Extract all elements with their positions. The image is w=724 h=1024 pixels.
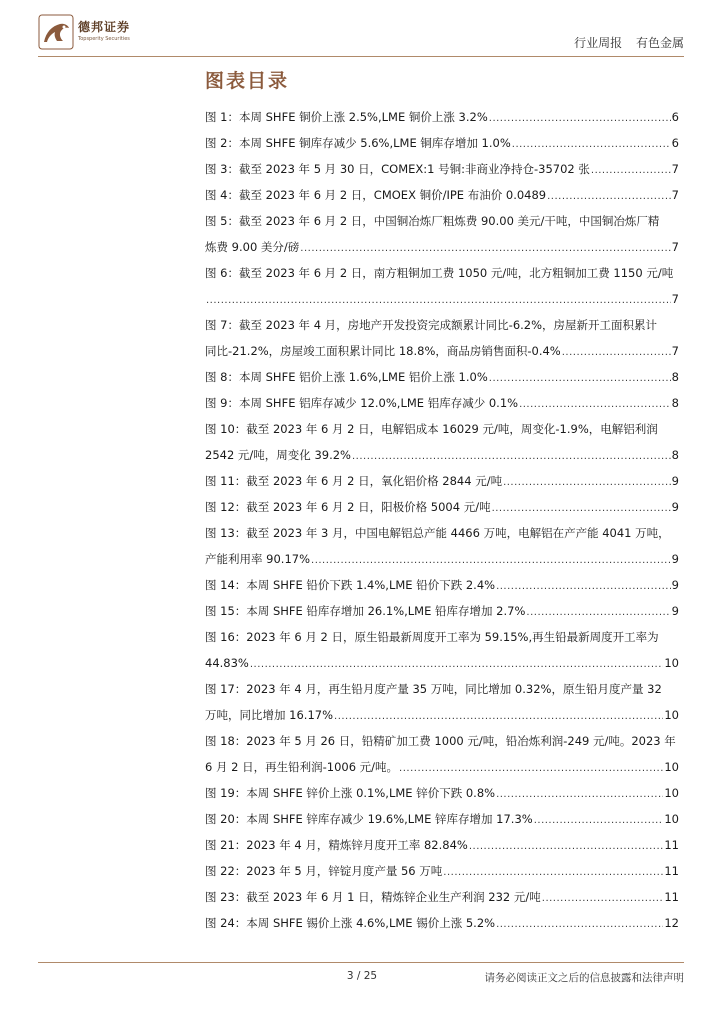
toc-entry-first-line[interactable]: 图 7：截至 2023 年 4 月，房地产开发投资完成额累计同比-6.2%，房屋新开工面积累计 (205, 318, 658, 332)
toc-entry-title: 6 月 2 日，再生铅利润-1006 元/吨。 (205, 760, 399, 774)
toc-entry-page: 6 (671, 110, 679, 124)
toc-entry-page: 11 (664, 864, 679, 878)
toc-entry[interactable] (205, 572, 679, 598)
toc-leader (526, 600, 670, 624)
toc-entry-first-line[interactable]: 图 17：2023 年 4 月，再生铅月度产量 35 万吨，同比增加 0.32%，原生铅月度产量 32 (205, 682, 662, 696)
toc-entry-title: 图 19：本周 SHFE 锌价上涨 0.1%,LME 锌价下跌 0.8% (205, 786, 496, 800)
toc-entry-page: 9 (671, 474, 679, 488)
toc-leader (492, 496, 671, 520)
toc-entry-first-line[interactable]: 图 16：2023 年 6 月 2 日，原生铅最新周度开工率为 59.15%,再生铅最新周度开工率为 (205, 630, 659, 644)
sector-name: 有色金属 (635, 36, 684, 50)
toc-entry-first-line[interactable]: 图 5：截至 2023 年 6 月 2 日，中国铜冶炼厂粗炼费 90.00 美元/干吨，中国铜冶炼厂精 (205, 214, 660, 228)
toc-leader (503, 470, 671, 494)
toc-entry[interactable] (205, 442, 679, 468)
toc-entry-page: 7 (671, 240, 679, 254)
toc-leader (512, 132, 671, 156)
toc-leader (399, 756, 663, 780)
header-divider (38, 56, 684, 57)
toc-entry-title: 图 15：本周 SHFE 铅库存增加 26.1%,LME 铅库存增加 2.7% (205, 604, 526, 618)
toc-entry-title: 图 14：本周 SHFE 铅价下跌 1.4%,LME 铅价下跌 2.4% (205, 578, 496, 592)
toc-entry[interactable] (205, 234, 679, 260)
toc-leader (489, 106, 671, 130)
toc-entry-title: 2542 元/吨，周变化 39.2% (205, 448, 351, 462)
toc-entry[interactable] (205, 286, 679, 312)
toc-entry-page: 10 (664, 708, 679, 722)
toc-entry-title: 图 20：本周 SHFE 锌库存减少 19.6%,LME 锌库存增加 17.3% (205, 812, 533, 826)
toc-entry-page: 8 (671, 370, 679, 384)
brand-name-en: Topsperity Securities (78, 36, 130, 42)
toc-entry[interactable] (205, 468, 679, 494)
toc-leader (352, 444, 671, 468)
footer-divider (38, 962, 684, 963)
toc-entry[interactable] (205, 338, 679, 364)
figure-toc (205, 104, 679, 936)
toc-leader (489, 366, 671, 390)
page-number: 3 / 25 (346, 970, 378, 982)
toc-leader (496, 782, 663, 806)
toc-entry-page: 11 (664, 838, 679, 852)
brand-logo-icon (38, 14, 74, 50)
report-category (564, 34, 684, 51)
toc-entry[interactable] (205, 598, 679, 624)
toc-leader (519, 392, 671, 416)
toc-entry-title: 图 12：截至 2023 年 6 月 2 日，阳极价格 5004 元/吨 (205, 500, 491, 514)
toc-entry-page: 7 (671, 162, 679, 176)
toc-entry-title: 万吨，同比增加 16.17% (205, 708, 334, 722)
toc-leader (542, 886, 664, 910)
toc-entry-page: 10 (664, 760, 679, 774)
legal-disclaimer: 请务必阅读正文之后的信息披露和法律声明 (484, 972, 684, 984)
toc-entry-page: 9 (671, 552, 679, 566)
toc-leader (300, 236, 670, 260)
toc-entry[interactable] (205, 156, 679, 182)
toc-entry[interactable] (205, 364, 679, 390)
toc-entry-page: 9 (671, 500, 679, 514)
toc-entry-title: 炼费 9.00 美分/磅 (205, 240, 300, 254)
toc-entry-page: 8 (671, 396, 679, 410)
toc-entry-first-line[interactable]: 图 18：2023 年 5 月 26 日，铅精矿加工费 1000 元/吨，铅冶炼利润-249 元/吨。2023 年 (205, 734, 676, 748)
toc-entry-page: 9 (671, 604, 679, 618)
toc-entry-page: 7 (671, 188, 679, 202)
toc-entry-title: 图 1：本周 SHFE 铜价上涨 2.5%,LME 铜价上涨 3.2% (205, 110, 488, 124)
toc-entry-title: 图 21：2023 年 4 月，精炼锌月度开工率 82.84% (205, 838, 468, 852)
toc-entry-title: 图 11：截至 2023 年 6 月 2 日，氧化铝价格 2844 元/吨 (205, 474, 503, 488)
toc-entry-page: 10 (664, 656, 679, 670)
toc-entry-title: 图 22：2023 年 5 月，锌锭月度产量 56 万吨 (205, 864, 443, 878)
brand-name-cn: 德邦证券 (78, 20, 131, 34)
toc-entry[interactable] (205, 806, 679, 832)
section-title: 图表目录 (205, 70, 290, 92)
toc-leader (496, 574, 671, 598)
toc-entry-title: 同比-21.2%，房屋竣工面积累计同比 18.8%，商品房销售面积-0.4% (205, 344, 561, 358)
toc-leader (547, 184, 671, 208)
toc-leader (591, 158, 671, 182)
toc-entry-page: 6 (671, 136, 679, 150)
toc-leader (562, 340, 671, 364)
toc-entry[interactable] (205, 884, 679, 910)
toc-entry[interactable] (205, 104, 679, 130)
toc-entry-page: 7 (671, 292, 679, 306)
toc-entry[interactable] (205, 858, 679, 884)
toc-entry[interactable] (205, 780, 679, 806)
toc-leader (206, 288, 671, 312)
toc-entry[interactable] (205, 182, 679, 208)
toc-entry[interactable] (205, 650, 679, 676)
toc-leader (469, 834, 664, 858)
toc-entry-title: 44.83% (205, 656, 249, 670)
toc-entry-first-line[interactable]: 图 13：截至 2023 年 3 月，中国电解铝总产能 4466 万吨，电解铝在产产能 4041 万吨， (205, 526, 670, 540)
page-header (0, 0, 724, 62)
toc-entry-page: 7 (671, 344, 679, 358)
toc-entry-page: 10 (664, 786, 679, 800)
toc-entry[interactable] (205, 546, 679, 572)
toc-entry-title: 图 3：截至 2023 年 5 月 30 日，COMEX:1 号铜:非商业净持仓-35702 张 (205, 162, 590, 176)
toc-leader (443, 860, 663, 884)
toc-leader (311, 548, 671, 572)
toc-entry[interactable] (205, 130, 679, 156)
toc-entry[interactable] (205, 494, 679, 520)
toc-entry-first-line[interactable]: 图 6：截至 2023 年 6 月 2 日，南方粗铜加工费 1050 元/吨，北方粗铜加工费 1150 元/吨 (205, 266, 674, 280)
report-type: 行业周报 (574, 36, 623, 50)
toc-entry-title: 产能利用率 90.17% (205, 552, 311, 566)
toc-entry-page: 12 (664, 916, 679, 930)
toc-leader (334, 704, 663, 728)
brand-logo (38, 14, 158, 50)
toc-entry[interactable] (205, 910, 679, 936)
toc-entry-title: 图 8：本周 SHFE 铝价上涨 1.6%,LME 铝价上涨 1.0% (205, 370, 488, 384)
toc-entry-title: 图 24：本周 SHFE 锡价上涨 4.6%,LME 锡价上涨 5.2% (205, 916, 496, 930)
toc-entry-title: 图 9：本周 SHFE 铝库存减少 12.0%,LME 铝库存减少 0.1% (205, 396, 519, 410)
toc-entry[interactable] (205, 702, 679, 728)
toc-entry-page: 9 (671, 578, 679, 592)
toc-entry-page: 8 (671, 448, 679, 462)
toc-entry-title: 图 23：截至 2023 年 6 月 1 日，精炼锌企业生产利润 232 元/吨 (205, 890, 541, 904)
toc-entry-first-line[interactable]: 图 10：截至 2023 年 6 月 2 日，电解铝成本 16029 元/吨，周变化-1.9%，电解铝利润 (205, 422, 658, 436)
toc-entry-title: 图 2：本周 SHFE 铜库存减少 5.6%,LME 铜库存增加 1.0% (205, 136, 511, 150)
toc-leader (534, 808, 664, 832)
toc-entry[interactable] (205, 832, 679, 858)
toc-entry[interactable] (205, 390, 679, 416)
toc-entry-title: 图 4：截至 2023 年 6 月 2 日，CMOEX 铜价/IPE 布油价 0.0489 (205, 188, 547, 202)
toc-entry-page: 10 (664, 812, 679, 826)
toc-entry[interactable] (205, 754, 679, 780)
toc-leader (250, 652, 664, 676)
toc-entry-page: 11 (664, 890, 679, 904)
toc-leader (496, 912, 663, 936)
